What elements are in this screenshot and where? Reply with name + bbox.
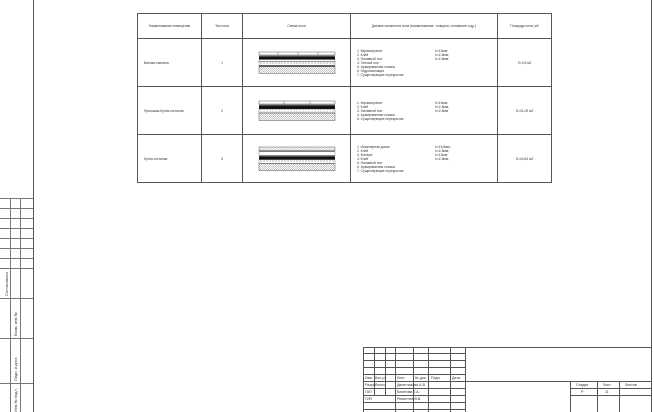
stamp-col-change: Изм. (365, 376, 373, 380)
floor-scheme-cell (243, 87, 351, 135)
header-floor-type: Тип пола (202, 14, 243, 39)
strip-row-line (0, 298, 33, 299)
strip-row-line (0, 208, 33, 209)
strip-row-line (0, 338, 33, 339)
stamp-grid-line (413, 347, 414, 412)
floor-scheme-cell (243, 135, 351, 183)
layer-line: 5. Существующее перекрытие (357, 116, 404, 121)
stamp-person: Двоеглазова А.В. (397, 383, 426, 387)
header-floor-data: Данные элементов пола (наименование, толщина, основание и др.) (351, 14, 498, 39)
floor-scheme-drawing (258, 100, 336, 122)
strip-row-line (0, 258, 33, 259)
layer-line: 6. Гидроизоляция (357, 68, 384, 73)
layer-line: 3. Наливной пол h=2-5мм; (357, 56, 449, 61)
title-block (363, 347, 651, 412)
layer-line: 3. Наливной пол h=2-5мм (357, 108, 449, 113)
strip-col-line (10, 198, 11, 412)
layer-line: 5. Армированная стяжка (357, 64, 395, 69)
stamp-col-sign: Подп. (431, 376, 441, 380)
side-label-approved: Согласовано (4, 271, 9, 296)
stamp-grid-line (385, 347, 386, 395)
stamp-grid-line (570, 395, 651, 396)
table-row (138, 135, 552, 183)
floor-types-table (137, 13, 551, 181)
room-name-cell: Ванная комната (138, 39, 202, 87)
floor-scheme-drawing (258, 146, 336, 172)
strip-row-line (0, 238, 33, 239)
layer-line: 3. Фанера h=12мм; (357, 152, 448, 157)
strip-col-line (20, 198, 21, 412)
floor-type-cell: 3 (202, 135, 243, 183)
stamp-sheet-value: 11 (605, 390, 609, 394)
stamp-sheets-label: Листов (625, 383, 637, 387)
floor-type-cell: 1 (202, 39, 243, 87)
stamp-person: Решетнев В.В. (397, 397, 422, 401)
layer-line: 4. Армированная стяжка (357, 112, 395, 117)
strip-row-line (0, 198, 33, 199)
layer-line: 1. Инженерная доска h=15,5мм; (357, 144, 451, 149)
layer-line: 4. Теплый пол (357, 60, 379, 65)
strip-row-line (0, 218, 33, 219)
floor-area-cell: S=3,5 м2 (498, 39, 552, 87)
stamp-col-date: Дата (452, 376, 460, 380)
stamp-role: ГИП (365, 397, 373, 401)
stamp-col-sheet: Лист (397, 376, 405, 380)
header-floor-area: Площадь пола, м2 (498, 14, 552, 39)
table-row (138, 87, 552, 135)
room-name-cell: Кухня-гостиная (138, 135, 202, 183)
header-floor-scheme: Схема пола (243, 14, 351, 39)
stamp-grid-line (363, 381, 651, 382)
layer-line: 5. Наливной пол (357, 160, 383, 165)
stamp-col-doc: № док. (415, 376, 427, 380)
stamp-grid-line (428, 347, 429, 412)
layer-line: 2. Клей h=2-5мм; (357, 104, 449, 109)
side-label-sign-date: Подп. и дата (13, 357, 18, 381)
floor-type-cell: 2 (202, 87, 243, 135)
stamp-stage-label: Стадия (576, 383, 589, 387)
table-row (138, 39, 552, 87)
strip-row-line (0, 248, 33, 249)
stamp-role: Разработал (365, 383, 385, 387)
floor-layers-cell (351, 135, 498, 183)
floor-area-cell: S=44,64 м2 (498, 135, 552, 183)
layer-line: 2. Клей h=2-5мм; (357, 148, 449, 153)
stamp-col-count: Кол.уч (375, 376, 386, 380)
layer-line: 7. Существующее перекрытие (357, 168, 404, 173)
header-room-name: Наименование помещения (138, 14, 202, 39)
room-name-cell: Прихожая-Кухня-гостиная (138, 87, 202, 135)
layer-line: 7. Существующее перекрытие (357, 72, 404, 77)
strip-row-line (0, 228, 33, 229)
stamp-border (363, 347, 651, 348)
layer-line: 6. Армированная стяжка (357, 164, 395, 169)
floor-scheme-cell (243, 39, 351, 87)
stamp-stage-value: Р (581, 390, 584, 394)
floor-scheme-drawing (258, 51, 336, 75)
stamp-grid-line (374, 347, 375, 395)
floor-area-cell: S=31,09 м2 (498, 87, 552, 135)
stamp-person: Бекетова Т.А. (397, 390, 420, 394)
stamp-sheet-label: Лист (603, 383, 611, 387)
side-approval-strip (0, 198, 33, 412)
table-header-row (138, 14, 552, 39)
frame-left-border (33, 0, 34, 412)
side-label-replace-inv: Взам. инв.№ (13, 312, 18, 336)
strip-row-line (0, 268, 33, 269)
floor-layers-cell (351, 39, 498, 87)
layer-line: 4. Клей h=2-5мм; (357, 156, 449, 161)
layer-line: 2. Клей h=2-5мм; (357, 52, 449, 57)
layer-line: 1. Керамогранит h=10мм; (357, 100, 448, 105)
stamp-grid-line (450, 347, 451, 412)
stamp-grid-line (395, 347, 396, 412)
stamp-grid-line (570, 381, 571, 412)
layer-line: 1. Керамогранит h=10мм; (357, 48, 448, 53)
strip-row-line (0, 383, 33, 384)
frame-right-border (651, 0, 652, 412)
stamp-grid-line (570, 388, 651, 389)
stamp-grid-line (465, 347, 466, 412)
floor-layers-cell (351, 87, 498, 135)
stamp-role: ГАП (365, 390, 372, 394)
side-label-inv-number: Инв.№ подл. (13, 388, 18, 412)
stamp-grid-line (619, 381, 620, 412)
stamp-grid-line (597, 381, 598, 412)
